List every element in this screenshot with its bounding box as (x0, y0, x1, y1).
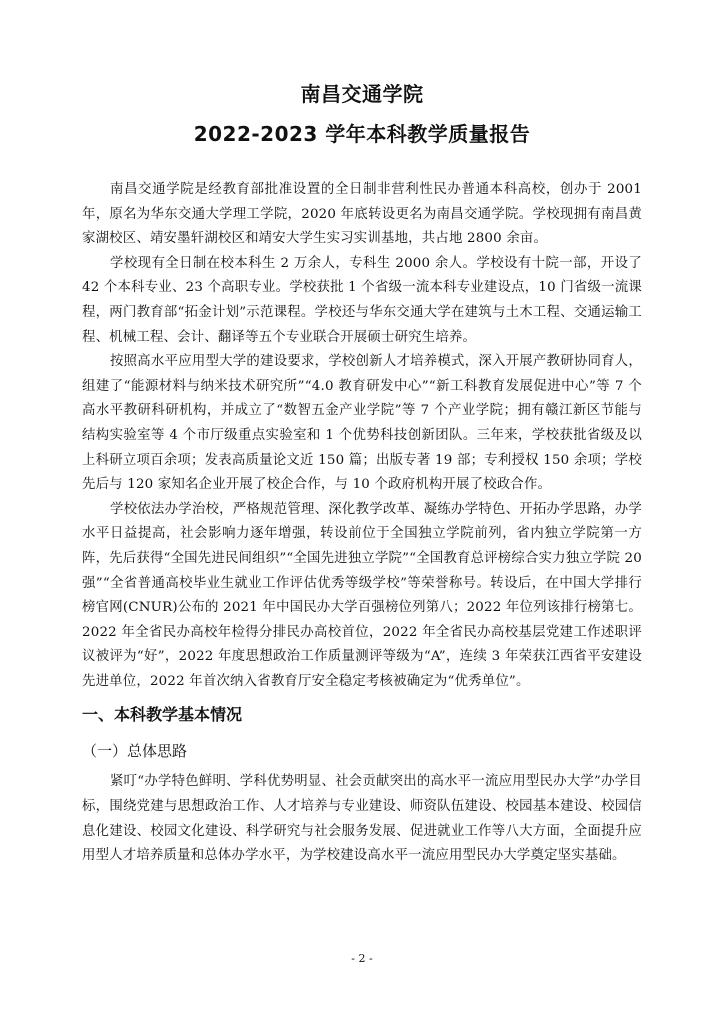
body-text (82, 178, 642, 869)
page-number: - 2 - (351, 952, 373, 965)
paragraph-honors: 学校依法办学治校，严格规范管理、深化教学改革、凝练办学特色、开拓办学思路，办学水平日益提高，社会影响力逐年增强，转设前位于全国独立学院前列，省内独立学院第一方阵，先后获得“全国先进民间组织”“全国先进独立学院”“全国教育总评榜综合实力独立学院 20 强”“全省普通高校毕业生就业工作评估优秀等级学校”等荣誉称号。转设后，在中国大学排行榜官网(CNUR)公布的 2021 年中国民办大学百强榜位列第八；2022 年位列该排行榜第七。2022 年全省民办高校年检得分排民办高校首位，2022 年全省民办高校基层党建工作述职评议被评为“好”，2022 年度思想政治工作质量测评等级为“A”，连续 3 年荣获江西省平安建设先进单位，2022 年首次纳入省教育厅安全稳定考核被确定为“优秀单位”。 (82, 501, 642, 689)
paragraph-overall-approach: 紧叮“办学特色鲜明、学科优势明显、社会贡献突出的高水平一流应用型民办大学”办学目标，围绕党建与思想政治工作、人才培养与专业建设、师资队伍建设、校园基本建设、校园信息化建设、校园文化建设、科学研究与社会服务发展、促进就业工作等八大方面，全面提升应用型人才培养质量和总体办学水平，为学校建设高水平一流应用型民办大学奠定坚实基础。 (82, 774, 642, 864)
subsection-heading: （一）总体思路 (82, 742, 188, 761)
section-heading: 一、本科教学基本情况 (82, 705, 243, 725)
report-subtitle: 2022-2023 学年本科教学质量报告 (193, 122, 531, 146)
paragraph-research: 按照高水平应用型大学的建设要求，学校创新人才培养模式，深入开展产教研协同育人，组建了“能源材料与纳米技术研究所”“4.0 教育研发中心”“新工科教育发展促进中心”等 7 个高水平教研科研机构，并成立了“数智五金产业学院”等 7 个产业学院；拥有赣江新区节能与结构实验室等 4 个市厅级重点实验室和 1 个优势科技创新团队。三年来，学校获批省级及以上科研立项百余项；发表高质量论文近 150 篇；出版专著 19 部；专利授权 150 余项；学校先后与 120 家知名企业开展了校企合作，与 10 个政府机构开展了校政合作。 (82, 354, 642, 493)
paragraph-intro: 南昌交通学院是经教育部批准设置的全日制非营利性民办普通本科高校，创办于 2001 年，原名为华东交通大学理工学院，2020 年底转设更名为南昌交通学院。学校现拥有南昌黄家湖校区、靖安墨轩湖校区和靖安大学生实习实训基地，共占地 2800 余亩。 (82, 182, 642, 247)
paragraph-scale: 学校现有全日制在校本科生 2 万余人，专科生 2000 余人。学校设有十院一部，开设了 42 个本科专业、23 个高职专业。学校获批 1 个省级一流本科专业建设点，10 门省级一流课程，两门教育部“拓金计划”示范课程。学校还与华东交通大学在建筑与土木工程、交通运输工程、机械工程、会计、翻译等五个专业联合开展硕士研究生培养。 (82, 255, 642, 345)
page-title: 南昌交通学院 (300, 82, 424, 106)
